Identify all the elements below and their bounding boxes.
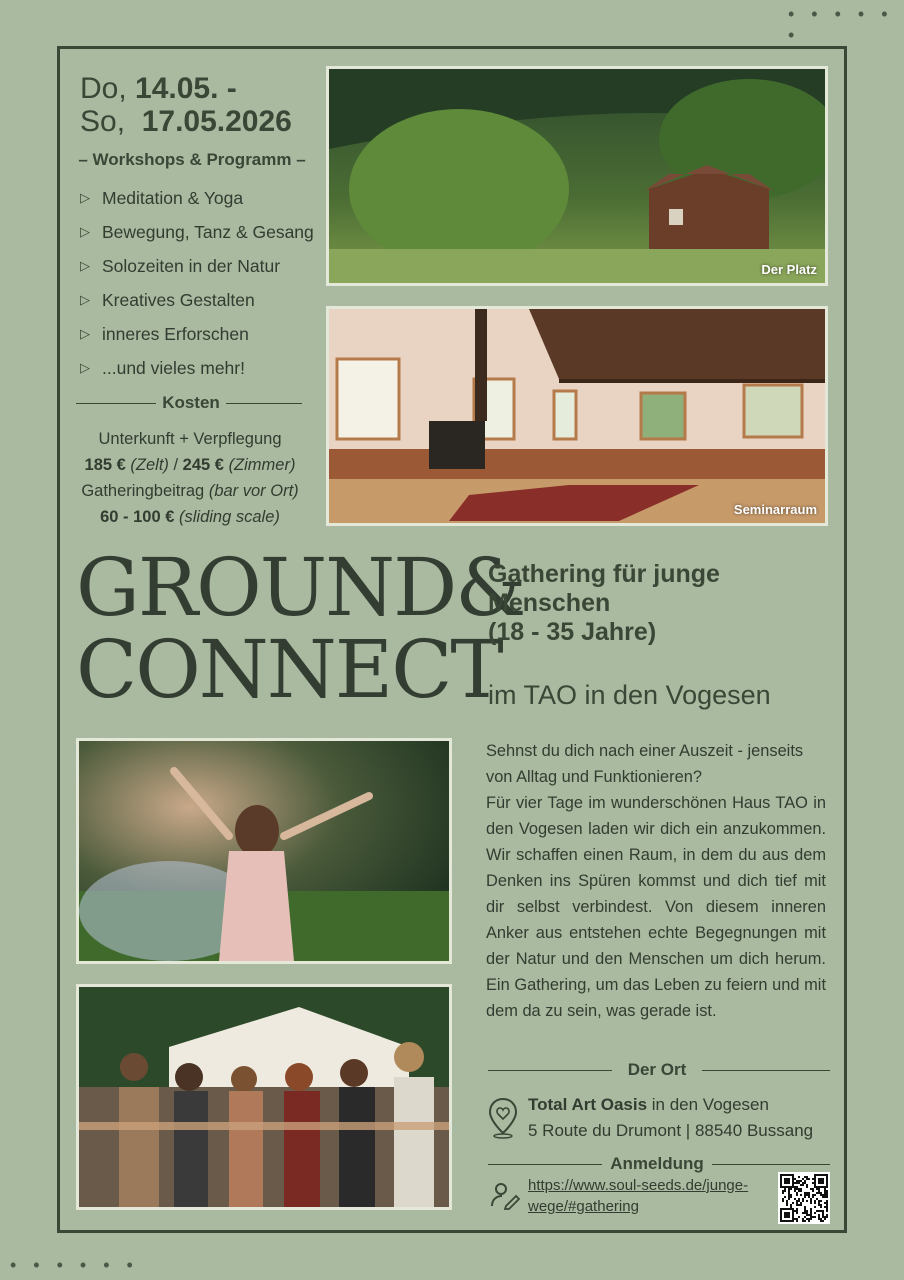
divider <box>76 403 156 404</box>
registration-title: Anmeldung <box>610 1154 704 1173</box>
costs-line4 <box>76 504 304 530</box>
program-title: – Workshops & Programm – <box>78 150 306 169</box>
program-list <box>80 186 314 390</box>
costs-block <box>76 426 304 530</box>
date-end: 17.05.2026 <box>141 105 292 138</box>
date-start-day: Do, <box>80 72 127 105</box>
program-item <box>80 356 314 390</box>
program-item-label: Meditation & Yoga <box>102 188 244 208</box>
program-item-label: inneres Erforschen <box>102 324 249 344</box>
triangle-bullet-icon: ▷ <box>80 326 90 341</box>
registration-link[interactable] <box>528 1175 768 1217</box>
contribution-price: 60 - 100 € <box>100 508 175 526</box>
registration-url-line2[interactable]: wege/#gathering <box>528 1198 639 1215</box>
registration-url-line1[interactable]: https://www.soul-seeds.de/junge- <box>528 1177 749 1194</box>
venue-title: Der Ort <box>627 1060 687 1079</box>
landscape-house-image <box>329 69 825 283</box>
triangle-bullet-icon: ▷ <box>80 360 90 375</box>
divider <box>488 1070 612 1071</box>
subheading-line1: Gathering für junge <box>488 560 720 588</box>
program-item <box>80 220 314 254</box>
photo-place <box>326 66 828 286</box>
venue-address: 5 Route du Drumont | 88540 Bussang <box>528 1121 814 1140</box>
photo-seminar-room <box>326 306 828 526</box>
venue-name: Total Art Oasis <box>528 1095 648 1114</box>
contribution-label: Gatheringbeitrag <box>81 482 205 500</box>
person-edit-icon <box>490 1180 520 1215</box>
title-connect: CONNECT <box>76 623 502 716</box>
title-ground: GROUND& <box>76 541 525 634</box>
date-start: 14.05. - <box>135 72 237 105</box>
decorative-dots-bottom: • • • • • • <box>10 1255 139 1275</box>
program-item-label: Kreatives Gestalten <box>102 290 255 310</box>
tent-label: (Zelt) <box>130 456 169 474</box>
costs-title: Kosten <box>162 393 220 412</box>
triangle-bullet-icon: ▷ <box>80 258 90 273</box>
photo-dancing <box>76 738 452 964</box>
subheading <box>488 560 808 647</box>
divider <box>226 403 302 404</box>
venue-name-line <box>528 1092 813 1118</box>
date-end-day: So, <box>80 105 126 138</box>
subheading-age: (18 - 35 Jahre) <box>488 618 657 646</box>
costs-line3 <box>76 478 304 504</box>
subheading-line2: Menschen <box>488 589 611 617</box>
program-item <box>80 288 314 322</box>
divider <box>712 1164 830 1165</box>
seminar-room-image <box>329 309 825 523</box>
location-heading: im TAO in den Vogesen <box>488 680 771 710</box>
program-item-label: Solozeiten in der Natur <box>102 256 281 276</box>
venue-block <box>528 1092 813 1144</box>
map-pin-heart-icon <box>488 1097 518 1144</box>
divider <box>702 1070 830 1071</box>
triangle-bullet-icon: ▷ <box>80 292 90 307</box>
room-label: (Zimmer) <box>228 456 296 474</box>
photo-group <box>76 984 452 1210</box>
costs-line1: Unterkunft + Verpflegung <box>98 430 282 448</box>
program-item-label: ...und vieles mehr! <box>102 358 245 378</box>
dancing-woman-image <box>79 741 449 961</box>
triangle-bullet-icon: ▷ <box>80 190 90 205</box>
venue-region: in den Vogesen <box>647 1095 769 1114</box>
decorative-dots-top: • • • • • • <box>788 4 894 45</box>
description <box>486 738 826 1024</box>
price-separator: / <box>168 456 183 474</box>
contribution-note: (bar vor Ort) <box>208 482 299 500</box>
contribution-scale: (sliding scale) <box>179 508 280 526</box>
event-dates <box>80 72 292 138</box>
caption-place: Der Platz <box>761 262 817 277</box>
room-price: 245 € <box>182 456 224 474</box>
program-item <box>80 186 314 220</box>
qr-code[interactable] <box>778 1172 830 1229</box>
group-circle-image <box>79 987 449 1207</box>
caption-seminar: Seminarraum <box>733 502 817 517</box>
divider <box>488 1164 602 1165</box>
triangle-bullet-icon: ▷ <box>80 224 90 239</box>
description-para2: Für vier Tage im wunderschönen Haus TAO in den Vogesen laden wir dich ein anzukommen. Wir schaffen einen Raum, in dem du aus dem Denken ins Spüren kommst und dich tief mit dir selbst verbindest. Von diesem inneren Anker aus entstehen echte Begegnungen mit der Natur und den Menschen um dich herum. Ein Gathering, um das Leben zu feiern und mit dem da zu sein, was gerade ist. <box>486 794 826 1020</box>
costs-line2 <box>76 452 304 478</box>
description-para1: Sehnst du dich nach einer Auszeit - jenseits von Alltag und Funktionieren? <box>486 742 804 786</box>
program-item <box>80 322 314 356</box>
program-item <box>80 254 314 288</box>
program-item-label: Bewegung, Tanz & Gesang <box>102 222 314 242</box>
tent-price: 185 € <box>84 456 126 474</box>
